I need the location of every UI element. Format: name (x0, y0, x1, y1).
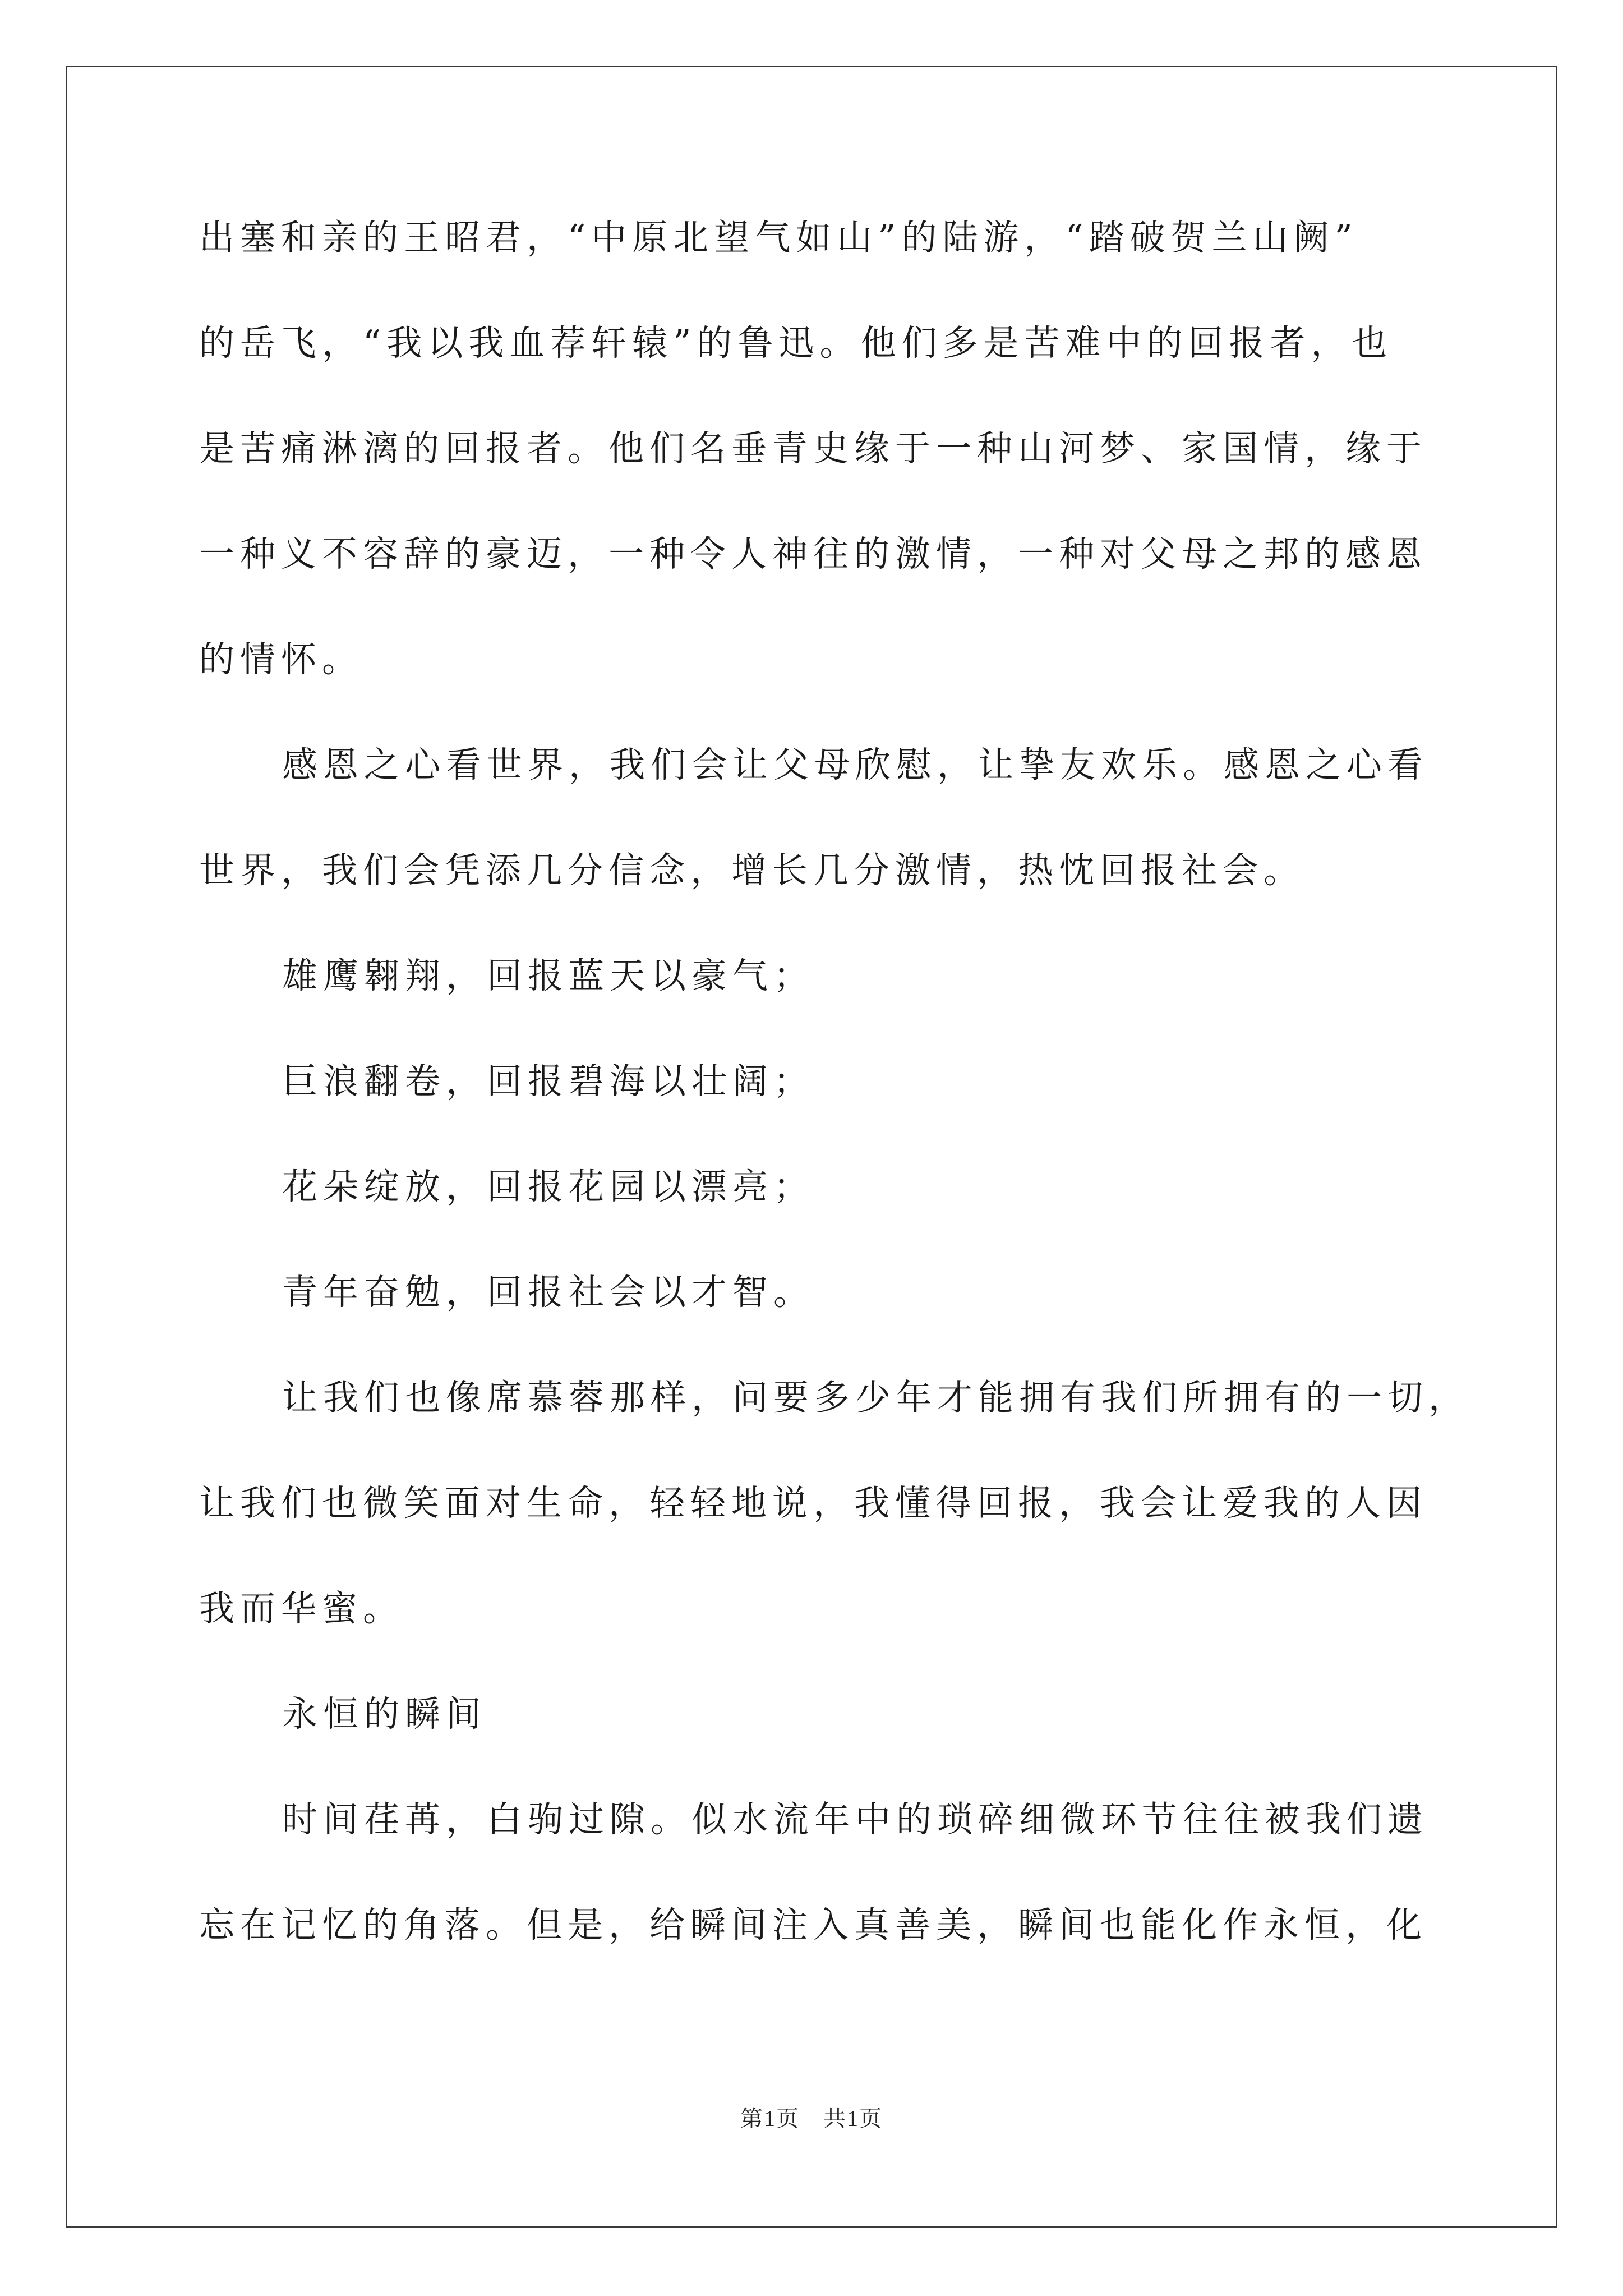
text-line: 是苦痛淋漓的回报者。他们名垂青史缘于一种山河梦、家国情，缘于 (199, 428, 1427, 469)
text-line-paragraph-start: 花朵绽放，回报花园以漂亮； (282, 1166, 814, 1207)
text-line: 的岳飞，“我以我血荐轩辕”的鲁迅。他们多是苦难中的回报者，也 (199, 323, 1393, 364)
text-line-paragraph-start: 雄鹰翱翔，回报蓝天以豪气； (282, 955, 814, 996)
text-line: 我而华蜜。 (199, 1588, 404, 1629)
text-line-paragraph-start: 时间荏苒，白驹过隙。似水流年中的琐碎细微环节往往被我们遗 (282, 1799, 1428, 1840)
section-heading: 永恒的瞬间 (282, 1694, 487, 1734)
text-line: 的情怀。 (199, 639, 363, 680)
text-line: 世界，我们会凭添几分信念，增长几分激情，热忱回报社会。 (199, 850, 1304, 891)
text-line-paragraph-start: 让我们也像席慕蓉那样，问要多少年才能拥有我们所拥有的一切， (282, 1377, 1469, 1418)
text-line-paragraph-start: 巨浪翻卷，回报碧海以壮阔； (282, 1061, 814, 1102)
text-line-paragraph-start: 青年奋勉，回报社会以才智。 (282, 1272, 814, 1313)
text-line: 出塞和亲的王昭君，“中原北望气如山”的陆游，“踏破贺兰山阙” (199, 217, 1358, 258)
page-number-footer: 第1页 共1页 (740, 2106, 883, 2131)
document-body (199, 185, 1469, 1978)
text-line: 让我们也微笑面对生命，轻轻地说，我懂得回报，我会让爱我的人因 (199, 1483, 1427, 1524)
text-line: 一种义不容辞的豪迈，一种令人神往的激情，一种对父母之邦的感恩 (199, 533, 1427, 574)
text-line-paragraph-start: 感恩之心看世界，我们会让父母欣慰，让挚友欢乐。感恩之心看 (282, 744, 1428, 785)
text-line: 忘在记忆的角落。但是，给瞬间注入真善美，瞬间也能化作永恒，化 (199, 1904, 1427, 1945)
